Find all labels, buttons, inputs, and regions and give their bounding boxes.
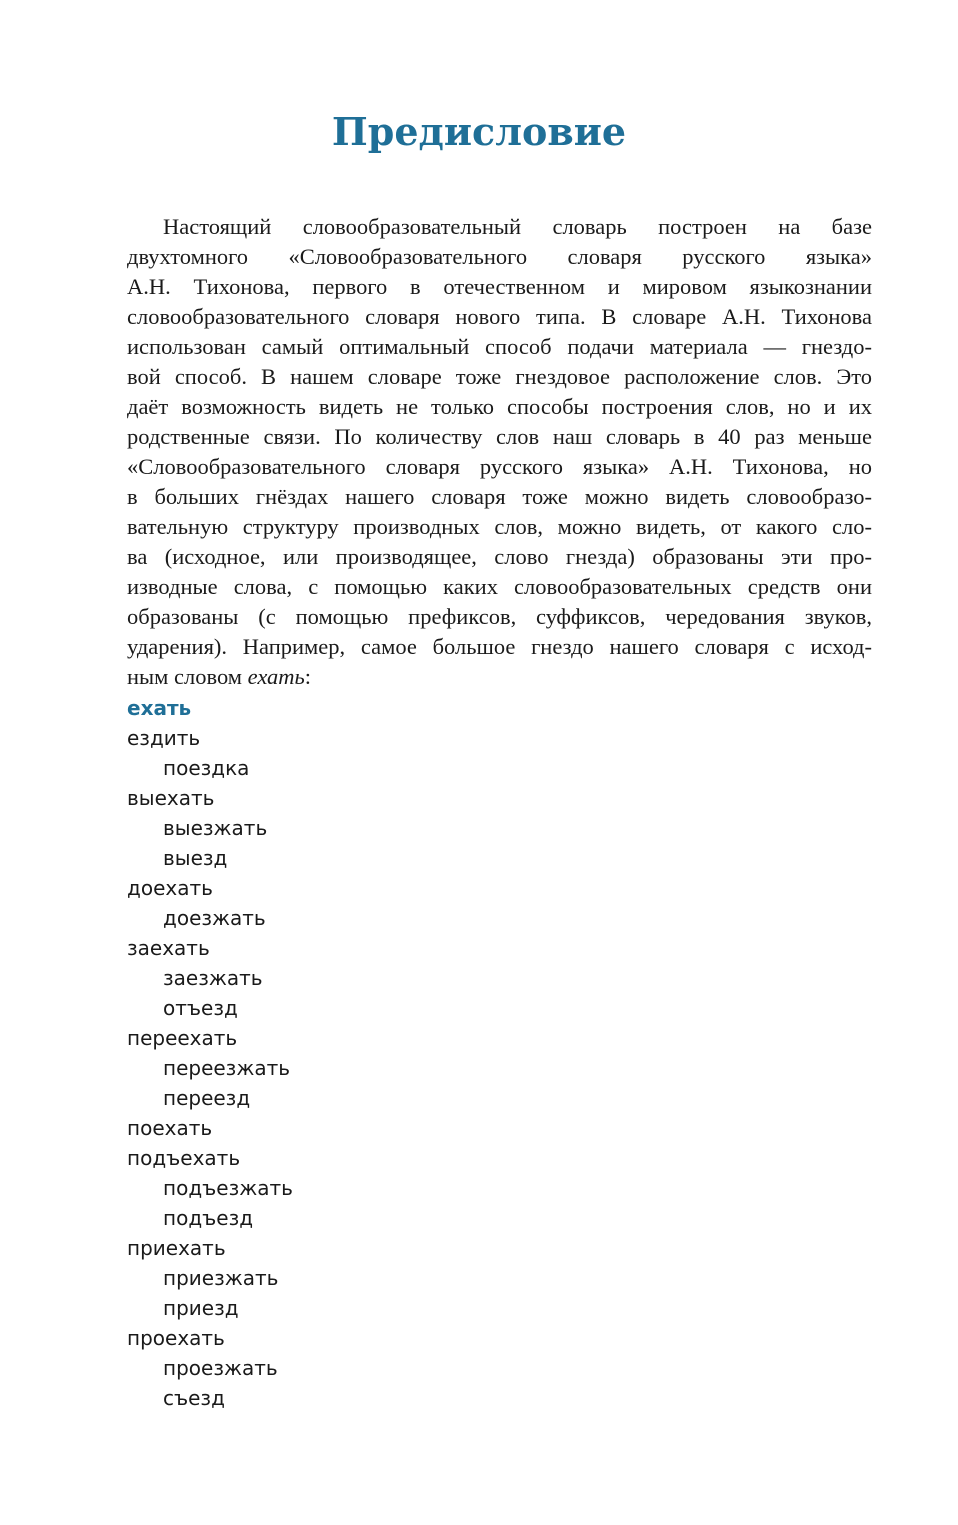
nest-word: заехать	[127, 936, 210, 960]
nest-derived-word: выезд	[163, 846, 228, 870]
last-line-prefix: ным словом	[127, 664, 248, 689]
nest-derived-word: проезжать	[163, 1356, 278, 1380]
nest-derived-word: поездка	[163, 756, 250, 780]
nest-word: переехать	[127, 1026, 238, 1050]
nest-derived-word: подъезд	[163, 1206, 254, 1230]
paragraph-line: родственные связи. По количеству слов наш словарь в 40 раз меньше	[127, 424, 872, 449]
word-nest-list	[127, 693, 527, 1413]
paragraph-line: вой способ. В нашем словаре тоже гнездовое расположение слов. Это	[127, 364, 872, 389]
nest-head-word: ехать	[127, 696, 192, 720]
paragraph-line: «Словообразовательного словаря русского языка» А.Н. Тихонова, но	[127, 454, 872, 479]
nest-word: приехать	[127, 1236, 226, 1260]
nest-word: подъехать	[127, 1146, 241, 1170]
nest-word: доехать	[127, 876, 213, 900]
paragraph-line: словообразовательного словаря нового типа. В словаре А.Н. Тихонова	[127, 304, 872, 329]
nest-derived-word: заезжать	[163, 966, 263, 990]
paragraph-line: ва (исходное, или производящее, слово гнезда) образованы эти про-	[127, 544, 872, 569]
paragraph-line: вательную структуру производных слов, можно видеть, от какого сло-	[127, 514, 872, 539]
preface-paragraph	[127, 212, 872, 692]
paragraph-line: образованы (с помощью префиксов, суффиксов, чередования звуков,	[127, 604, 872, 629]
italic-word: ехать	[247, 664, 305, 689]
nest-derived-word: приезжать	[163, 1266, 279, 1290]
nest-derived-word: подъезжать	[163, 1176, 293, 1200]
nest-derived-word: съезд	[163, 1386, 225, 1410]
nest-word: поехать	[127, 1116, 213, 1140]
paragraph-line: в больших гнёздах нашего словаря тоже можно видеть словообразо-	[127, 484, 872, 509]
paragraph-line: ударения). Например, самое большое гнездо нашего словаря с исход-	[127, 634, 872, 659]
paragraph-line: Настоящий словообразовательный словарь построен на базе	[163, 214, 872, 239]
nest-derived-word: отъезд	[163, 996, 238, 1020]
paragraph-line: двухтомного «Словообразовательного словаря русского языка»	[127, 244, 872, 269]
paragraph-line: изводные слова, с помощью каких словообразовательных средств они	[127, 574, 872, 599]
last-line-suffix: :	[304, 664, 312, 689]
paragraph-line: А.Н. Тихонова, первого в отечественном и мировом языкознании	[127, 274, 872, 299]
nest-derived-word: переезд	[163, 1086, 251, 1110]
nest-word: выехать	[127, 786, 215, 810]
nest-word: ездить	[127, 726, 201, 750]
nest-derived-word: выезжать	[163, 816, 268, 840]
nest-derived-word: доезжать	[163, 906, 266, 930]
page-title: Предисловие	[331, 109, 627, 154]
paragraph-line: даёт возможность видеть не только способы построения слов, но и их	[127, 394, 872, 419]
nest-derived-word: приезд	[163, 1296, 239, 1320]
nest-word: проехать	[127, 1326, 225, 1350]
nest-derived-word: переезжать	[163, 1056, 291, 1080]
paragraph-line: использован самый оптимальный способ подачи материала — гнездо-	[127, 334, 872, 359]
paragraph-last-line	[127, 662, 872, 692]
